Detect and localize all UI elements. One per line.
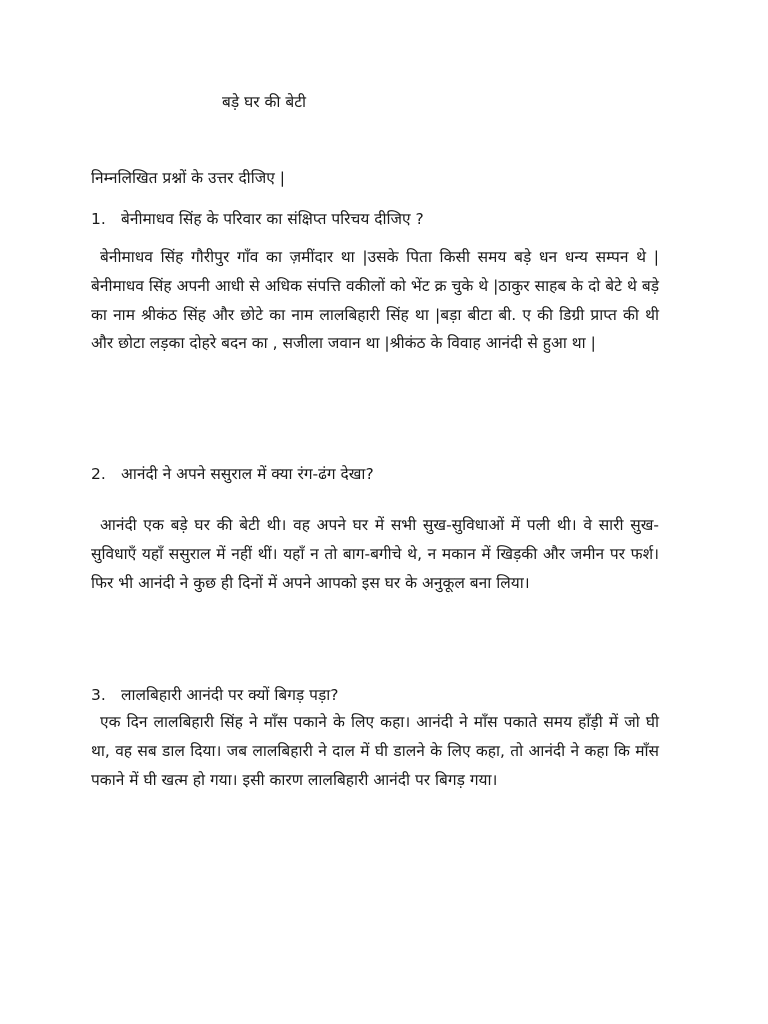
- question-1: [91, 207, 424, 229]
- answer-3: एक दिन लालबिहारी सिंह ने माँस पकाने के लिए कहा। आनंदी ने माँस पकाते समय हाँड़ी में जो घी था, वह सब डाल दिया। जब लालबिहारी ने दाल में घी डालने के लिए कहा, तो आनंदी ने कहा कि माँस पकाने में घी खत्म हो गया। इसी कारण लालबिहारी आनंदी पर बिगड़ गया।: [91, 713, 659, 789]
- question-number: 3.: [91, 686, 106, 704]
- question-number: 1.: [91, 210, 106, 228]
- document-title: बड़े घर की बेटी: [222, 93, 307, 111]
- question-3: [91, 683, 338, 705]
- answer-1: बेनीमाधव सिंह गौरीपुर गाँव का ज़मींदार था |उसके पिता किसी समय बड़े धन धन्य सम्पन थे |बेनीमाधव सिंह अपनी आधी से अधिक संपत्ति वकीलों को भेंट क्र चुके थे |ठाकुर साहब के दो बेटे थे बड़े का नाम श्रीकंठ सिंह और छोटे का नाम लालबिहारी सिंह था |बड़ा बीटा बी. ए की डिग्री प्राप्त की थी और छोटा लड़का दोहरे बदन का , सजीला जवान था |श्रीकंठ के विवाह आनंदी से हुआ था |: [91, 248, 659, 353]
- question-2: [91, 462, 374, 484]
- question-text: आनंदी ने अपने ससुराल में क्या रंग-ढंग देखा?: [121, 465, 374, 483]
- answer-2: आनंदी एक बड़े घर की बेटी थी। वह अपने घर में सभी सुख-सुविधाओं में पली थी। वे सारी सुख-सुविधाएँ यहाँ ससुराल में नहीं थीं। यहाँ न तो बाग-बगीचे थे, न मकान में खिड़की और जमीन पर फर्श। फिर भी आनंदी ने कुछ ही दिनों में अपने आपको इस घर के अनुकूल बना लिया।: [91, 516, 659, 592]
- question-number: 2.: [91, 465, 106, 483]
- instruction-text: निम्नलिखित प्रश्नों के उत्तर दीजिए |: [91, 169, 285, 187]
- question-text: बेनीमाधव सिंह के परिवार का संक्षिप्त परिचय दीजिए ?: [121, 210, 424, 228]
- question-text: लालबिहारी आनंदी पर क्यों बिगड़ पड़ा?: [121, 686, 339, 704]
